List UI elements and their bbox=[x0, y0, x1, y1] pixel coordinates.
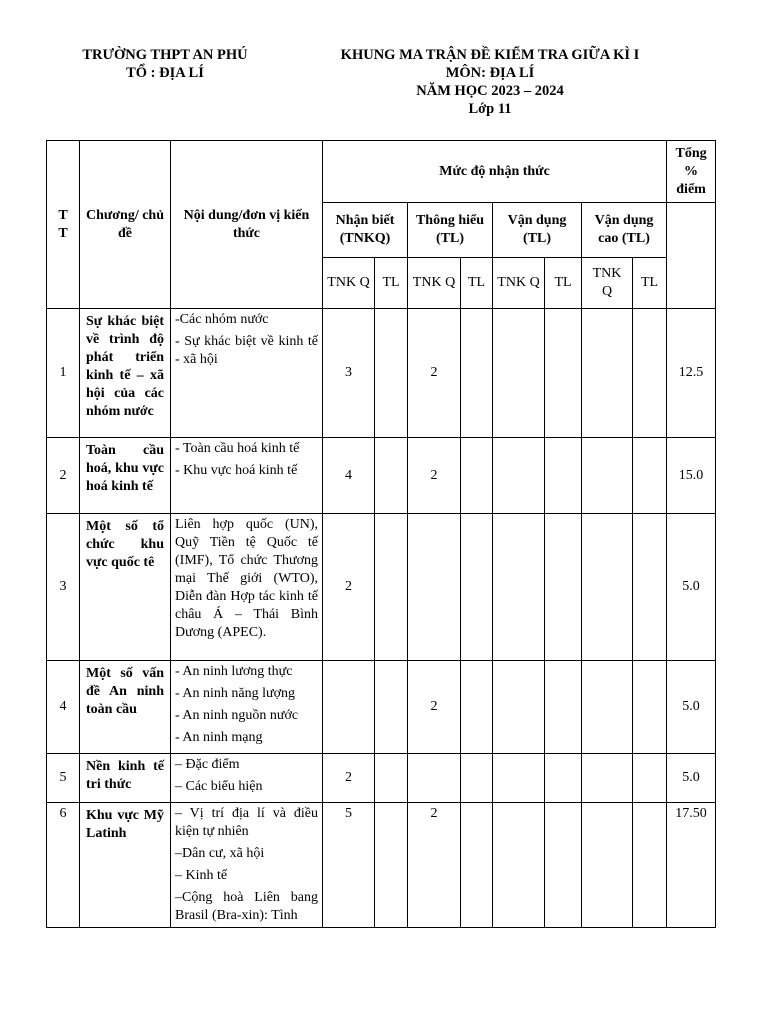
content-item: - Khu vực hoá kinh tế bbox=[175, 463, 298, 478]
grade-line: Lớp 11 bbox=[468, 101, 512, 117]
total-score: 17.50 bbox=[667, 803, 716, 928]
col-tt-header: T T bbox=[47, 141, 80, 309]
document-title: KHUNG MA TRẬN ĐỀ KIỂM TRA GIỮA KÌ I bbox=[340, 47, 640, 63]
recognition-tnkq-value: 5 bbox=[323, 803, 375, 928]
col-total-header: Tổng % điểm bbox=[667, 141, 716, 203]
understanding-tnkq-value: 2 bbox=[408, 803, 461, 928]
content-item: - An ninh năng lượng bbox=[175, 686, 295, 701]
row-topic: Một số tổ chức khu vực quốc tê bbox=[80, 514, 171, 661]
understanding-tnkq-value: 2 bbox=[408, 438, 461, 514]
understanding-tnkq-value bbox=[408, 514, 461, 661]
total-score: 5.0 bbox=[667, 514, 716, 661]
department-name: TỔ : ĐỊA LÍ bbox=[126, 65, 204, 81]
row-topic: Khu vực Mỹ Latinh bbox=[80, 803, 171, 928]
document-header bbox=[318, 46, 662, 118]
content-item: - An ninh lương thực bbox=[175, 664, 293, 679]
school-header bbox=[62, 46, 268, 82]
sub-tnkq-header: TNK Q bbox=[493, 258, 545, 309]
sub-tl-header: TL bbox=[375, 258, 408, 309]
sub-tnkq-header: TNK Q bbox=[323, 258, 375, 309]
content-item: - An ninh mạng bbox=[175, 730, 263, 745]
row-number: 4 bbox=[47, 661, 80, 754]
content-item: - Toàn cầu hoá kinh tế bbox=[175, 441, 300, 456]
sub-tnkq-header: TNK Q bbox=[408, 258, 461, 309]
row-topic: Sự khác biệt về trình độ phát triển kinh tế – xã hội của các nhóm nước bbox=[80, 309, 171, 438]
row-content bbox=[171, 803, 323, 928]
row-number: 1 bbox=[47, 309, 80, 438]
sub-tl-header: TL bbox=[633, 258, 667, 309]
table-row bbox=[47, 803, 716, 928]
table-row bbox=[47, 309, 716, 438]
level-application-header: Vận dụng (TL) bbox=[493, 203, 582, 258]
row-topic: Nền kinh tế tri thức bbox=[80, 754, 171, 803]
level-understanding-header: Thông hiểu (TL) bbox=[408, 203, 493, 258]
content-item: –Cộng hoà Liên bang Brasil (Bra-xin): Tình bbox=[175, 890, 318, 923]
content-item: – Vị trí địa lí và điều kiện tự nhiên bbox=[175, 806, 318, 839]
row-content bbox=[171, 309, 323, 438]
content-item: - Sự khác biệt về kinh tế - xã hội bbox=[175, 334, 318, 367]
sub-tnkq-header: TNK Q bbox=[582, 258, 633, 309]
level-high-application-header: Vận dụng cao (TL) bbox=[582, 203, 667, 258]
row-content bbox=[171, 514, 323, 661]
total-score: 15.0 bbox=[667, 438, 716, 514]
row-number: 2 bbox=[47, 438, 80, 514]
col-content-header: Nội dung/đơn vị kiến thức bbox=[171, 141, 323, 309]
recognition-tnkq-value bbox=[323, 661, 375, 754]
cognitive-level-header: Mức độ nhận thức bbox=[323, 141, 667, 203]
col-chapter-header: Chương/ chủ đề bbox=[80, 141, 171, 309]
total-score: 5.0 bbox=[667, 754, 716, 803]
total-score: 5.0 bbox=[667, 661, 716, 754]
recognition-tnkq-value: 2 bbox=[323, 514, 375, 661]
understanding-tnkq-value: 2 bbox=[408, 309, 461, 438]
table-row bbox=[47, 661, 716, 754]
recognition-tnkq-value: 4 bbox=[323, 438, 375, 514]
row-number: 3 bbox=[47, 514, 80, 661]
content-item: –Dân cư, xã hội bbox=[175, 846, 265, 861]
total-spacer bbox=[667, 203, 716, 309]
row-number: 6 bbox=[47, 803, 80, 928]
table-row bbox=[47, 514, 716, 661]
row-number: 5 bbox=[47, 754, 80, 803]
level-recognition-header: Nhận biết (TNKQ) bbox=[323, 203, 408, 258]
row-topic: Toàn cầu hoá, khu vực hoá kinh tế bbox=[80, 438, 171, 514]
row-content bbox=[171, 754, 323, 803]
subject-line: MÔN: ĐỊA LÍ bbox=[445, 65, 535, 81]
content-item: – Các biểu hiện bbox=[175, 779, 263, 794]
row-topic: Một số vấn đề An ninh toàn cầu bbox=[80, 661, 171, 754]
table-row bbox=[47, 438, 716, 514]
header-row-1 bbox=[47, 141, 716, 203]
content-item: - An ninh nguồn nước bbox=[175, 708, 299, 723]
recognition-tnkq-value: 2 bbox=[323, 754, 375, 803]
assessment-matrix-table bbox=[46, 140, 716, 928]
school-name: TRƯỜNG THPT AN PHÚ bbox=[82, 47, 248, 63]
content-item: – Đặc điểm bbox=[175, 757, 240, 772]
table-row bbox=[47, 754, 716, 803]
content-item: -Các nhóm nước bbox=[175, 312, 269, 327]
total-score: 12.5 bbox=[667, 309, 716, 438]
understanding-tnkq-value: 2 bbox=[408, 661, 461, 754]
understanding-tnkq-value bbox=[408, 754, 461, 803]
sub-tl-header: TL bbox=[545, 258, 582, 309]
school-year-line: NĂM HỌC 2023 – 2024 bbox=[416, 83, 564, 99]
row-content bbox=[171, 438, 323, 514]
content-item: – Kinh tế bbox=[175, 868, 228, 883]
row-content bbox=[171, 661, 323, 754]
content-item: Liên hợp quốc (UN), Quỹ Tiền tệ Quốc tế (IMF), Tổ chức Thương mại Thế giới (WTO), Diễn đàn Hợp tác kinh tế châu Á – Thái Bình Dương (APEC). bbox=[175, 517, 318, 640]
recognition-tnkq-value: 3 bbox=[323, 309, 375, 438]
sub-tl-header: TL bbox=[461, 258, 493, 309]
